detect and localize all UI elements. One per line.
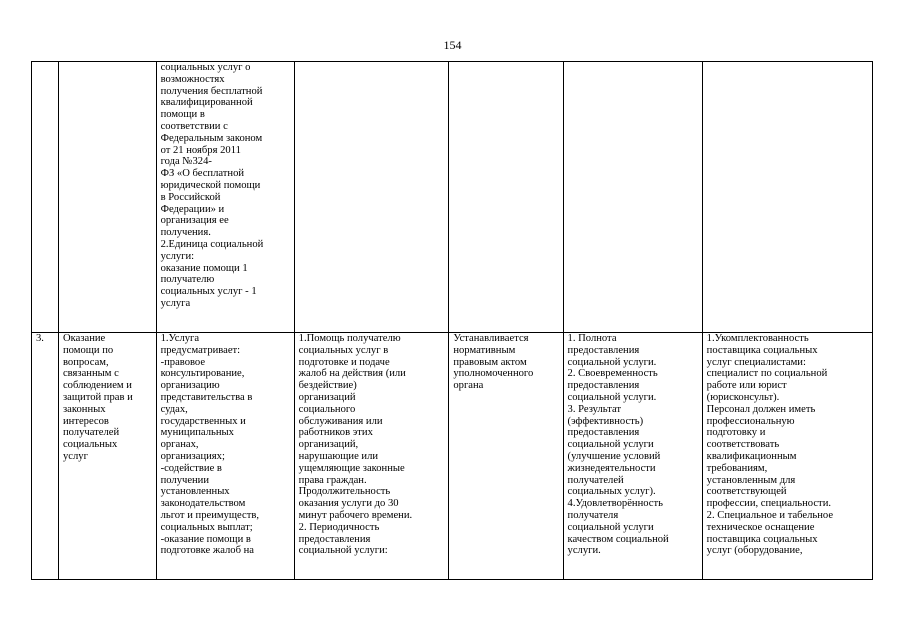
table-row [32, 62, 873, 333]
table-row [32, 333, 873, 580]
service-name-cell [58, 62, 156, 333]
service-tariff-cell [449, 62, 563, 333]
row-number-cell: 3. [32, 333, 59, 580]
quality-indicators-cell [563, 62, 702, 333]
service-terms-cell: 1.Помощь получателю социальных услуг в подготовке и подаче жалоб на действия (или бездействие) организаций социального обслуживания или работников этих организаций, нарушающие или ущемляющие законные права граждан. Продолжительность оказания услуги до 30 минут рабочего времени. 2. Периодичность предоставления социальной услуги: [294, 333, 449, 580]
service-description-cell: 1.Услуга предусматривает: -правовое консультирование, организацию представительства в судах, государственных и муниципальных органах, организациях; -содействие в получении установленных законодательством льгот и преимуществ, социальных выплат; -оказание помощи в подготовке жалоб на [156, 333, 294, 580]
row-number-cell [32, 62, 59, 333]
services-table [31, 61, 873, 580]
service-conditions-cell: 1.Укомплектованность поставщика социальных услуг специалистами: специалист по социальной работе или юрист (юрисконсульт). Персонал должен иметь профессиональную подготовку и соответствовать квалификационным требованиям, установленным для соответствующей профессии, специальности. 2. Специальное и табельное техническое оснащение поставщика социальных услуг (оборудование, [702, 333, 872, 580]
service-conditions-cell [702, 62, 872, 333]
service-description-cell: социальных услуг о возможностях получения бесплатной квалифицированной помощи в соответствии с Федеральным законом от 21 ноября 2011 года №324- ФЗ «О бесплатной юридической помощи в Российской Федерации» и организация ее получения. 2.Единица социальной услуги: оказание помощи 1 получателю социальных услуг - 1 услуга [156, 62, 294, 333]
service-tariff-cell: Устанавливается нормативным правовым актом уполномоченного органа [449, 333, 563, 580]
service-name-cell: Оказание помощи по вопросам, связанным с соблюдением и защитой прав и законных интересов получателей социальных услуг [58, 333, 156, 580]
service-terms-cell [294, 62, 449, 333]
quality-indicators-cell: 1. Полнота предоставления социальной услуги. 2. Своевременность предоставления социальной услуги. 3. Результат (эффективность) предоставления социальной услуги (улучшение условий жизнедеятельности получателей социальных услуг). 4.Удовлетворённость получателя социальной услуги качеством социальной услуги. [563, 333, 702, 580]
page-number: 154 [443, 38, 462, 52]
